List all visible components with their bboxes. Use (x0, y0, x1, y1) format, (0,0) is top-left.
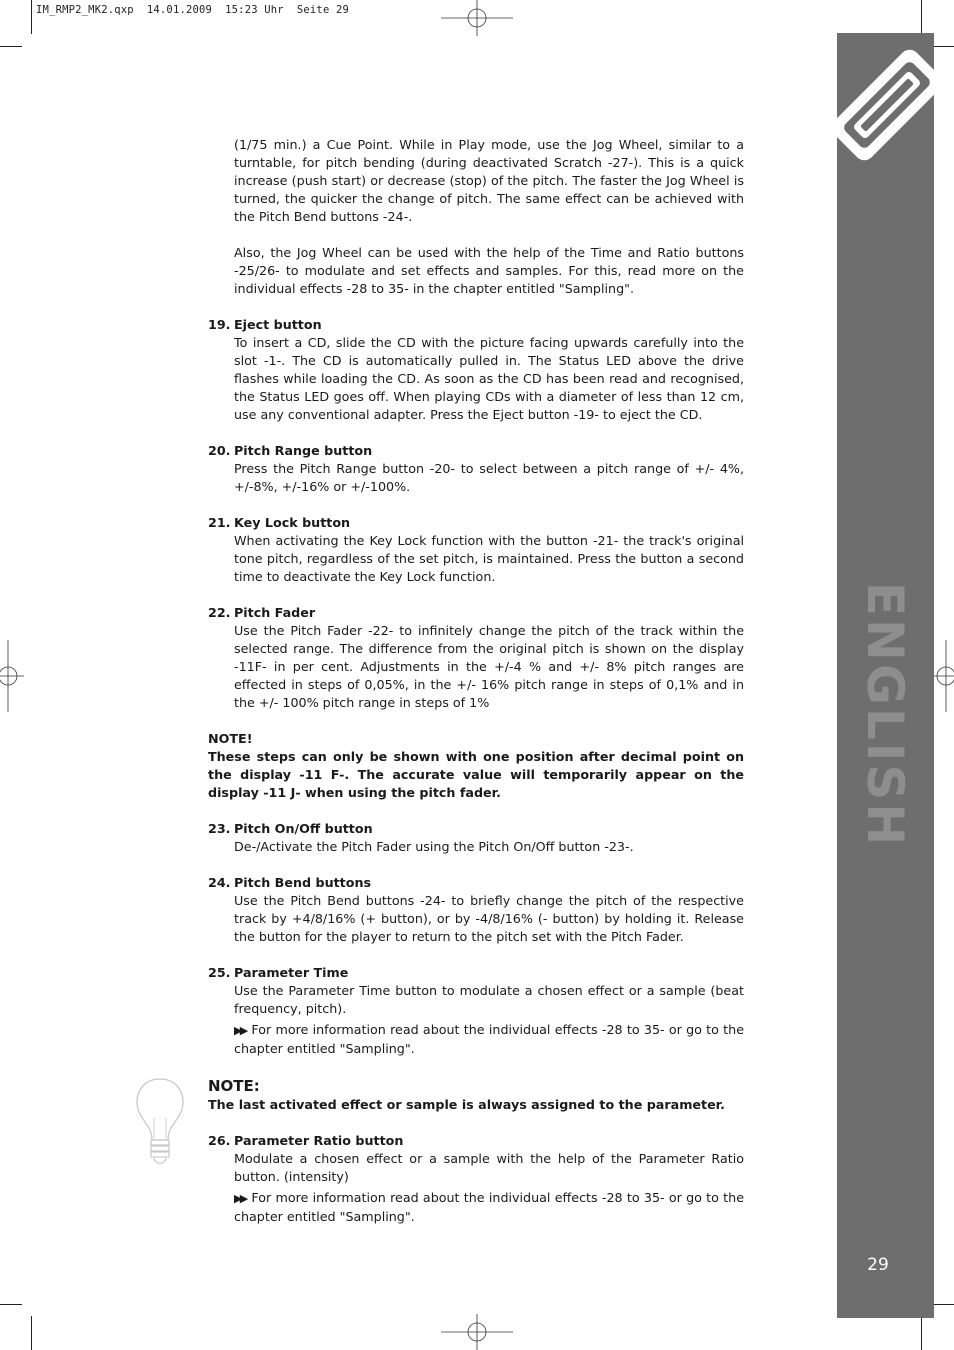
item-body: De-/Activate the Pitch Fader using the Pitch On/Off button -23-. (234, 839, 634, 854)
reference-line (234, 1189, 744, 1226)
item-pitch-range-button (208, 442, 744, 496)
page-number: 29 (867, 1255, 889, 1275)
reference-text: For more information read about the individual effects -28 to 35- or go to the chapter entitled "Sampling". (234, 1022, 745, 1056)
registration-mark-icon (0, 640, 24, 712)
item-pitch-bend-buttons (208, 874, 744, 946)
crop-mark (921, 0, 922, 34)
language-sidebar (837, 33, 934, 1318)
intro-paragraph: Also, the Jog Wheel can be used with the help of the Time and Ratio buttons -25/26- to modulate and set effects and samples. For this, read more on the individual effects -28 to 35- in the chapter entitled "Sampling". (234, 245, 744, 296)
brand-logo-icon (837, 43, 934, 163)
reference-line (234, 1021, 744, 1058)
item-eject-button (208, 316, 744, 424)
item-title: Key Lock button (234, 515, 351, 530)
note-title: NOTE! (208, 731, 253, 746)
item-body: Use the Pitch Fader -22- to infinitely change the pitch of the track within the selected range. The difference from the original pitch is shown on the display -11F- in per cent. Adjustments in the +/-4 % and +/- 8% pitch ranges are effected in steps of 0,05%, in the +/- 16% pitch range in steps of 0,1% and in the +/- 100% pitch range in steps of 1% (234, 623, 744, 710)
item-key-lock-button (208, 514, 744, 586)
reference-text: For more information read about the individual effects -28 to 35- or go to the chapter entitled "Sampling". (234, 1190, 745, 1224)
registration-mark-icon (441, 1314, 513, 1350)
item-body: To insert a CD, slide the CD with the picture facing upwards carefully into the slot -1-. The CD is automatically pulled in. The Status LED above the drive flashes while loading the CD. As soon as the CD has been read and recognised, the Status LED goes off. When playing CDs with a diameter of less than 12 cm, use any conventional adapter. Press the Eject button -19- to eject the CD. (234, 335, 744, 422)
item-title: Parameter Time (234, 965, 349, 980)
intro-paragraph: (1/75 min.) a Cue Point. While in Play mode, use the Jog Wheel, similar to a turntable, for pitch bending (during deactivated Scratch -27-). This is a quick increase (push start) or decrease (stop) of the pitch. The faster the Jog Wheel is turned, the quicker the change of pitch. The same effect can be achieved with the Pitch Bend buttons -24-. (234, 137, 744, 224)
item-number: 24. (208, 875, 231, 890)
item-parameter-ratio-button (208, 1132, 744, 1226)
language-label: ENGLISH (856, 581, 914, 849)
item-body: Press the Pitch Range button -20- to select between a pitch range of +/- 4%, +/-8%, +/-16% or +/-100%. (234, 461, 744, 494)
crop-mark (31, 1316, 32, 1350)
crop-mark (0, 46, 22, 47)
item-parameter-time (208, 964, 744, 1058)
item-number: 21. (208, 515, 231, 530)
item-number: 19. (208, 317, 231, 332)
crop-mark (932, 1304, 954, 1305)
item-title: Pitch On/Off button (234, 821, 373, 836)
item-number: 23. (208, 821, 231, 836)
item-title: Eject button (234, 317, 322, 332)
item-body: Use the Pitch Bend buttons -24- to briefly change the pitch of the respective track by +4/8/16% (+ button), or by -4/8/16% (- button) by holding it. Release the button for the player to return to the pitch set with the Pitch Fader. (234, 893, 744, 944)
item-number: 25. (208, 965, 231, 980)
item-number: 20. (208, 443, 231, 458)
item-title: Pitch Range button (234, 443, 373, 458)
item-title: Pitch Fader (234, 605, 316, 620)
page-content (208, 136, 744, 1244)
registration-mark-icon (441, 0, 513, 36)
crop-mark (921, 1316, 922, 1350)
item-body: When activating the Key Lock function with the button -21- the track's original tone pitch, regardless of the set pitch, is maintained. Press the button a second time to deactivate the Key Lock function. (234, 533, 744, 584)
item-body: Use the Parameter Time button to modulate a chosen effect or a sample (beat frequency, pitch). (234, 983, 744, 1016)
item-title: Pitch Bend buttons (234, 875, 372, 890)
print-slug: IM_RMP2_MK2.qxp 14.01.2009 15:23 Uhr Seite 29 (36, 4, 350, 16)
note-pitch-steps (208, 730, 744, 802)
item-number: 26. (208, 1133, 231, 1148)
crop-mark (0, 1304, 22, 1305)
item-title: Parameter Ratio button (234, 1133, 404, 1148)
note-text: These steps can only be shown with one position after decimal point on the display -11 F-. The accurate value will temporarily appear on the display -11 J- when using the pitch fader. (208, 749, 744, 800)
item-number: 22. (208, 605, 231, 620)
double-arrow-icon: ▶▶ (234, 1024, 246, 1037)
double-arrow-icon: ▶▶ (234, 1192, 246, 1205)
note-title: NOTE: (208, 1077, 260, 1095)
lightbulb-icon (134, 1076, 186, 1172)
item-pitch-on-off-button (208, 820, 744, 856)
item-pitch-fader (208, 604, 744, 712)
note-text: The last activated effect or sample is always assigned to the parameter. (208, 1097, 725, 1112)
crop-mark (31, 0, 32, 34)
crop-mark (932, 46, 954, 47)
note-parameter (208, 1076, 744, 1114)
item-body: Modulate a chosen effect or a sample with the help of the Parameter Ratio button. (intensity) (234, 1151, 744, 1184)
